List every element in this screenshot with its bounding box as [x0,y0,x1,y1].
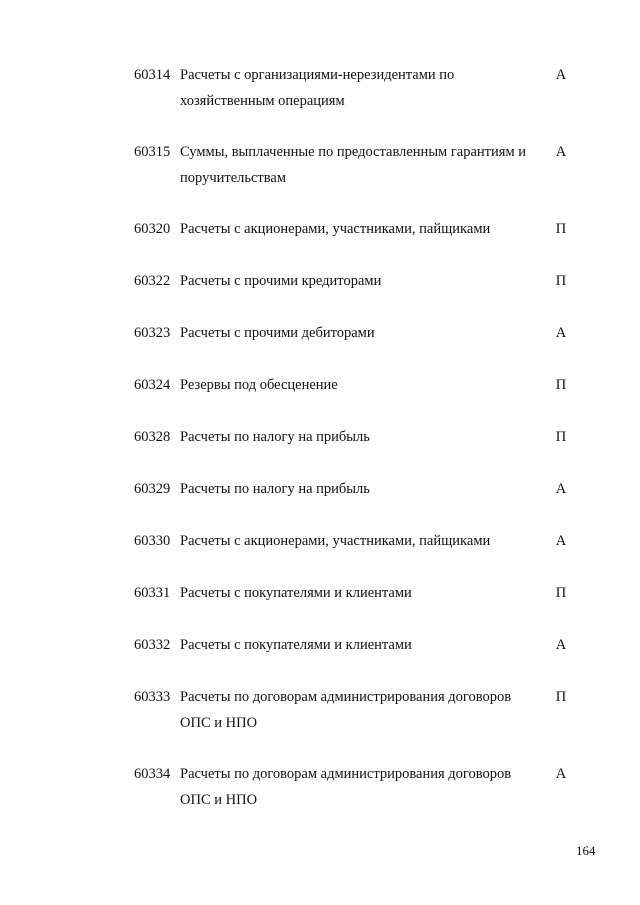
account-row-60331 [134,580,574,606]
account-name: Расчеты с акционерами, участниками, пайщиками [180,533,491,549]
account-code: 60323 [134,325,171,341]
account-name: Расчеты с прочими дебиторами [180,325,375,341]
account-name: Расчеты по налогу на прибыль [180,429,370,445]
account-type: П [555,377,567,393]
account-name: Расчеты с покупателями и клиентами [180,637,412,653]
account-code: 60314 [134,67,171,83]
account-name: Расчеты с организациями-нерезидентами по хозяйственным операциям [180,67,455,109]
account-type: П [555,429,567,445]
account-row-60322 [134,268,574,294]
account-name: Расчеты по договорам администрирования договоров ОПС и НПО [180,689,512,731]
account-name: Суммы, выплаченные по предоставленным гарантиям и поручительствам [180,144,527,186]
account-code: 60333 [134,689,171,705]
account-code: 60330 [134,533,171,549]
account-list [134,62,574,838]
account-type: А [555,637,567,653]
account-name: Расчеты с прочими кредиторами [180,273,382,289]
account-type: А [555,533,567,549]
account-row-60320 [134,216,574,242]
account-name: Резервы под обесценение [180,377,338,393]
account-code: 60331 [134,585,171,601]
account-row-60314 [134,62,574,114]
account-type: А [555,325,567,341]
account-code: 60328 [134,429,171,445]
account-code: 60332 [134,637,171,653]
account-type: П [555,689,567,705]
account-row-60334 [134,761,574,813]
account-type: П [555,585,567,601]
account-code: 60334 [134,766,171,782]
account-row-60332 [134,632,574,658]
page-number: 164 [576,843,596,858]
account-row-60324 [134,372,574,398]
account-type: А [555,481,567,497]
account-type: П [555,221,567,237]
account-name: Расчеты с покупателями и клиентами [180,585,412,601]
account-row-60315 [134,139,574,191]
account-code: 60322 [134,273,171,289]
account-row-60323 [134,320,574,346]
account-type: А [555,766,567,782]
account-row-60330 [134,528,574,554]
account-code: 60320 [134,221,171,237]
account-name: Расчеты с акционерами, участниками, пайщиками [180,221,491,237]
account-code: 60329 [134,481,171,497]
account-code: 60324 [134,377,171,393]
account-type: П [555,273,567,289]
account-name: Расчеты по налогу на прибыль [180,481,370,497]
account-name: Расчеты по договорам администрирования договоров ОПС и НПО [180,766,512,808]
account-row-60329 [134,476,574,502]
account-code: 60315 [134,144,171,160]
account-row-60333 [134,684,574,736]
account-type: А [555,144,567,160]
account-row-60328 [134,424,574,450]
account-type: А [555,67,567,83]
